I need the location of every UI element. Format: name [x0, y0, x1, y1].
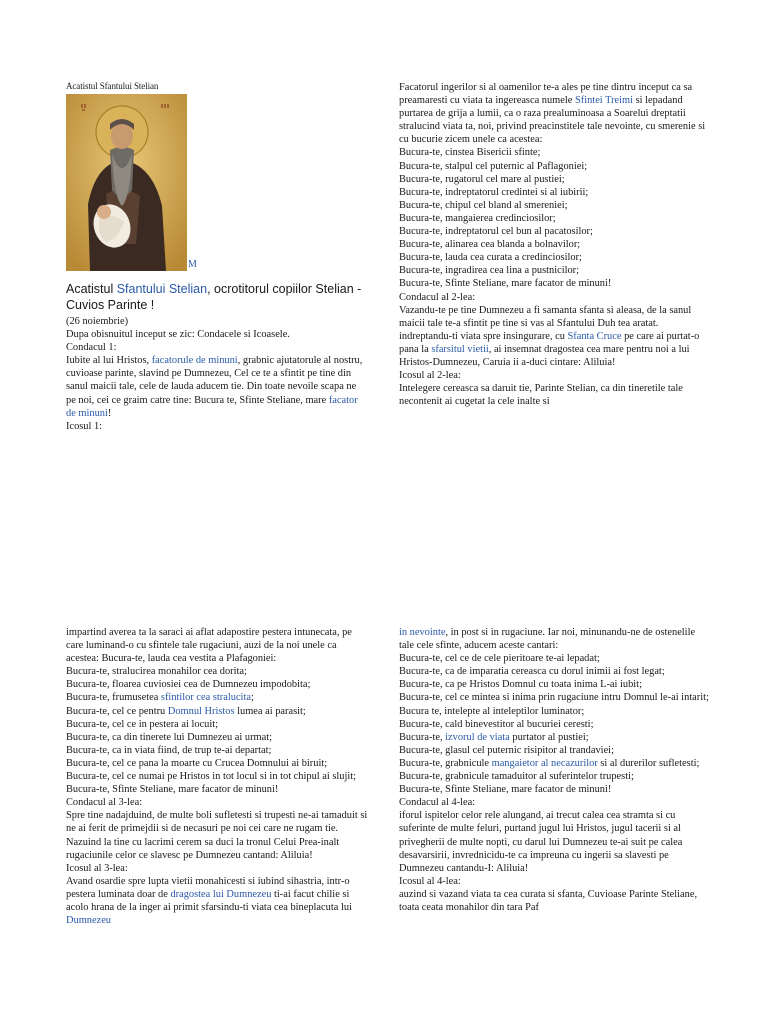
- inline-link[interactable]: sfarsitul vietii: [431, 343, 489, 355]
- inline-link[interactable]: facator de minuni: [66, 394, 358, 419]
- inline-link[interactable]: mangaietor al necazurilor: [491, 757, 598, 769]
- inline-link[interactable]: dragostea lui Dumnezeu: [170, 888, 272, 900]
- intro-line: Dupa obisnuitul inceput se zic: Condacele si Icoasele.: [66, 329, 290, 341]
- verse-line: Bucura-te, ca in viata fiind, de trup te-ai departat;: [66, 744, 272, 756]
- icon-caption-letter[interactable]: M: [188, 258, 197, 270]
- verse-line: Bucura-te, mangaierea credinciosilor;: [399, 212, 556, 224]
- verse-line: Bucura-te, ca din tinerete lui Dumnezeu ai urmat;: [66, 731, 272, 743]
- inline-link[interactable]: in nevointe: [399, 627, 446, 638]
- verse-line: Bucura-te, frumusetea sfintilor cea stralucita;: [66, 692, 254, 704]
- verse-line: Bucura-te, cald binevestitor al bucuriei ceresti;: [399, 718, 594, 730]
- verse-line: Bucura-te, cinstea Bisericii sfinte;: [399, 147, 541, 159]
- verse-line: Bucura-te, indreptatorul credintei si al iubirii;: [399, 186, 589, 198]
- section-heading: Condacul al 3-lea:: [66, 797, 143, 809]
- saint-stelian-icon: [66, 94, 187, 271]
- verse-line: Bucura-te, lauda cea curata a credinciosilor;: [399, 252, 582, 264]
- section-heading: Condacul 1:: [66, 342, 117, 354]
- verse-line: Bucura-te, stalpul cel puternic al Paflagoniei;: [399, 160, 588, 172]
- inline-link[interactable]: sfintilor cea stralucita: [160, 692, 251, 704]
- verse-line: Bucura-te, alinarea cea blanda a bolnavilor;: [399, 239, 581, 251]
- section-heading: Icosul al 4-lea:: [399, 875, 461, 887]
- paragraph: Avand osardie spre lupta vietii monahicesti si iubind sihastria, intr-o pestera luminata doar de dragostea lui Dumnezeu ti-ai facut chilie si acolo hrana de la inger ai primit sfarsindu-ti viata cea bineplacuta lui Dumnezeu: [66, 875, 352, 927]
- verse-line: Bucura-te, glasul cel puternic risipitor al trandaviei;: [399, 744, 614, 756]
- inline-link[interactable]: izvorul de viata: [445, 731, 510, 743]
- verse-line: Bucura-te, ca de imparatia cereasca cu dorul inimii ai fost legat;: [399, 666, 665, 678]
- column-1: [66, 81, 366, 433]
- inline-link[interactable]: facatorule de minuni: [151, 355, 238, 367]
- document-title-small: Acatistul Sfantului Stelian: [66, 81, 159, 91]
- inline-link[interactable]: Sfintei Treimi: [574, 95, 634, 107]
- date-line: (26 noiembrie): [66, 316, 129, 327]
- verse-line: Bucura-te, cel ce mintea si inima prin rugaciune intru Domnul le-ai intarit;: [399, 692, 709, 704]
- verse-line: Bucura-te, rugatorul cel mare al pustiei;: [399, 173, 565, 185]
- icon-block: [66, 94, 366, 271]
- verse-line: Bucura-te, ingradirea cea lina a pustnicilor;: [399, 265, 580, 277]
- section-heading: Icosul al 2-lea:: [399, 370, 461, 382]
- inline-link[interactable]: Dumnezeu: [66, 915, 112, 927]
- verse-line: Bucura-te, Sfinte Steliane, mare facator de minuni!: [399, 278, 612, 290]
- verse-line: Bucura-te, cel ce in pestera ai locuit;: [66, 718, 219, 730]
- section-heading: Condacul al 4-lea:: [399, 797, 476, 809]
- inline-link[interactable]: Domnul Hristos: [167, 705, 235, 717]
- verse-line: Bucura-te, cel ce numai pe Hristos in tot locul si in tot chipul ai slujit;: [66, 771, 357, 783]
- verse-line: Bucura-te, cel ce pana la moarte cu Crucea Domnului ai biruit;: [66, 757, 328, 769]
- verse-line: Bucura-te, floarea cuviosiei cea de Dumnezeu impodobita;: [66, 679, 311, 691]
- paragraph: in nevointe, in post si in rugaciune. Iar noi, minunandu-ne de ostenelile tale cele sfinte, aducem aceste cantari:: [399, 627, 696, 652]
- inline-link[interactable]: Sfanta Cruce: [567, 330, 622, 342]
- paragraph: Iubite al lui Hristos, facatorule de minuni, grabnic ajutatorule al nostru, cuvioase parinte, slavind pe Dumnezeu, Cel ce te a sfintit pe tine din sanul maicii tale, cele de lauda aducem tie. Din toate nevoile scapa ne pe noi, cei ce graim catre tine: Bucura te, Sfinte Steliane, mare facator de minuni!: [66, 355, 363, 419]
- paragraph: Spre tine nadajduind, de multe boli sufletesti si trupesti ne-ai tamaduit si ne ai ferit de primejdii si de necasuri pe noi cei care ne rugam tie. Nazuind la tine cu lacrimi cerem sa duci la tronul Celui Prea-inalt rugaciunile celor ce slavesc pe Dumnezeu cantand: Aliluia!: [66, 810, 368, 861]
- section-heading: Condacul al 2-lea:: [399, 291, 476, 303]
- verse-line: Bucura-te, Sfinte Steliane, mare facator de minuni!: [66, 784, 279, 796]
- paragraph: auzind si vazand viata ta cea curata si sfanta, Cuvioase Parinte Steliane, toata ceata monahilor din tara Paf: [399, 888, 698, 913]
- column-3: [66, 626, 370, 927]
- paragraph: Vazandu-te pe tine Dumnezeu a fi samanta sfanta si aleasa, de la sanul maicii tale te-a sfintit pe tine si vas al Sfantului Duh tea aratat. indreptandu-ti viata spre insingurare, cu Sfanta Cruce pe care ai purtat-o pana la sfarsitul vietii, ai insemnat dragostea cea mare pentru noi a lui Hristos-Dumnezeu, Caruia ii a-duci cintare: Aliluia!: [399, 304, 700, 368]
- verse-line: Bucura-te, Sfinte Steliane, mare facator de minuni!: [399, 784, 612, 796]
- verse-line: Bucura-te, stralucirea monahilor cea dorita;: [66, 666, 247, 678]
- verse-line: Bucura-te, grabnicule tamaduitor al suferintelor trupesti;: [399, 771, 634, 783]
- verse-line: Bucura-te, ca pe Hristos Domnul cu toata inima L-ai iubit;: [399, 679, 642, 691]
- heading-link[interactable]: Sfantului Stelian: [116, 282, 208, 296]
- section-heading: Icosul al 3-lea:: [66, 862, 128, 874]
- paragraph: iforul ispitelor celor rele alungand, ai trecut calea cea stramta si cu suferinte de multe feluri, purtand jugul lui Hristos, jugul tacerii si al privegherii de multe nopti, cu darul lui Dumnezeu te-ai suit pe calea desavarsirii, invrednicidu-te ca impreuna cu ingerii sa slavesti pe Dumnezeu cantandu-I: Aliluia!: [399, 810, 683, 874]
- section-heading: Icosul 1:: [66, 420, 103, 432]
- paragraph: Facatorul ingerilor si al oamenilor te-a ales pe tine dintru inceput ca sa preamaresti cu viata ta ingereasca numele Sfintei Treimi si lepadand purtarea de grija a lumii, ca o raza prealuminoasa a Soarelui dreptatii stralucind viata ta, noi, privind preacinstitele tale nevointe, cu smerenie si cu bucurie zicem unele ca acestea:: [399, 82, 706, 146]
- verse-line: Bucura-te, indreptatorul cel bun al pacatosilor;: [399, 226, 593, 238]
- paragraph: impartind averea ta la saraci ai aflat adapostire pestera intunecata, pe care luminand-o cu sfintele tale rugaciuni, auzi de la noi unele ca acestea: Bucura-te, lauda cea vestita a Plafagoniei:: [66, 627, 352, 665]
- verse-line: Bucura-te, cel ce de cele pieritoare te-ai lepadat;: [399, 653, 600, 665]
- column-4: [399, 626, 709, 914]
- heading: Acatistul Sfantului Stelian, ocrotitorul copiilor Stelian - Cuvios Parinte !: [66, 282, 362, 312]
- verse-line: Bucura-te, chipul cel bland al smereniei;: [399, 199, 568, 211]
- verse-line: Bucura te, intelepte al inteleptilor luminator;: [399, 705, 585, 717]
- verse-line: Bucura-te, izvorul de viata purtator al pustiei;: [399, 731, 589, 743]
- paragraph: Intelegere cereasca sa daruit tie, Parinte Stelian, ca din tineretile tale necontenit ai cugetat la cele inalte si: [399, 383, 683, 408]
- verse-line: Bucura-te, cel ce pentru Domnul Hristos lumea ai parasit;: [66, 705, 306, 717]
- column-2: [399, 81, 709, 408]
- verse-line: Bucura-te, grabnicule mangaietor al necazurilor si al durerilor sufletesti;: [399, 757, 700, 769]
